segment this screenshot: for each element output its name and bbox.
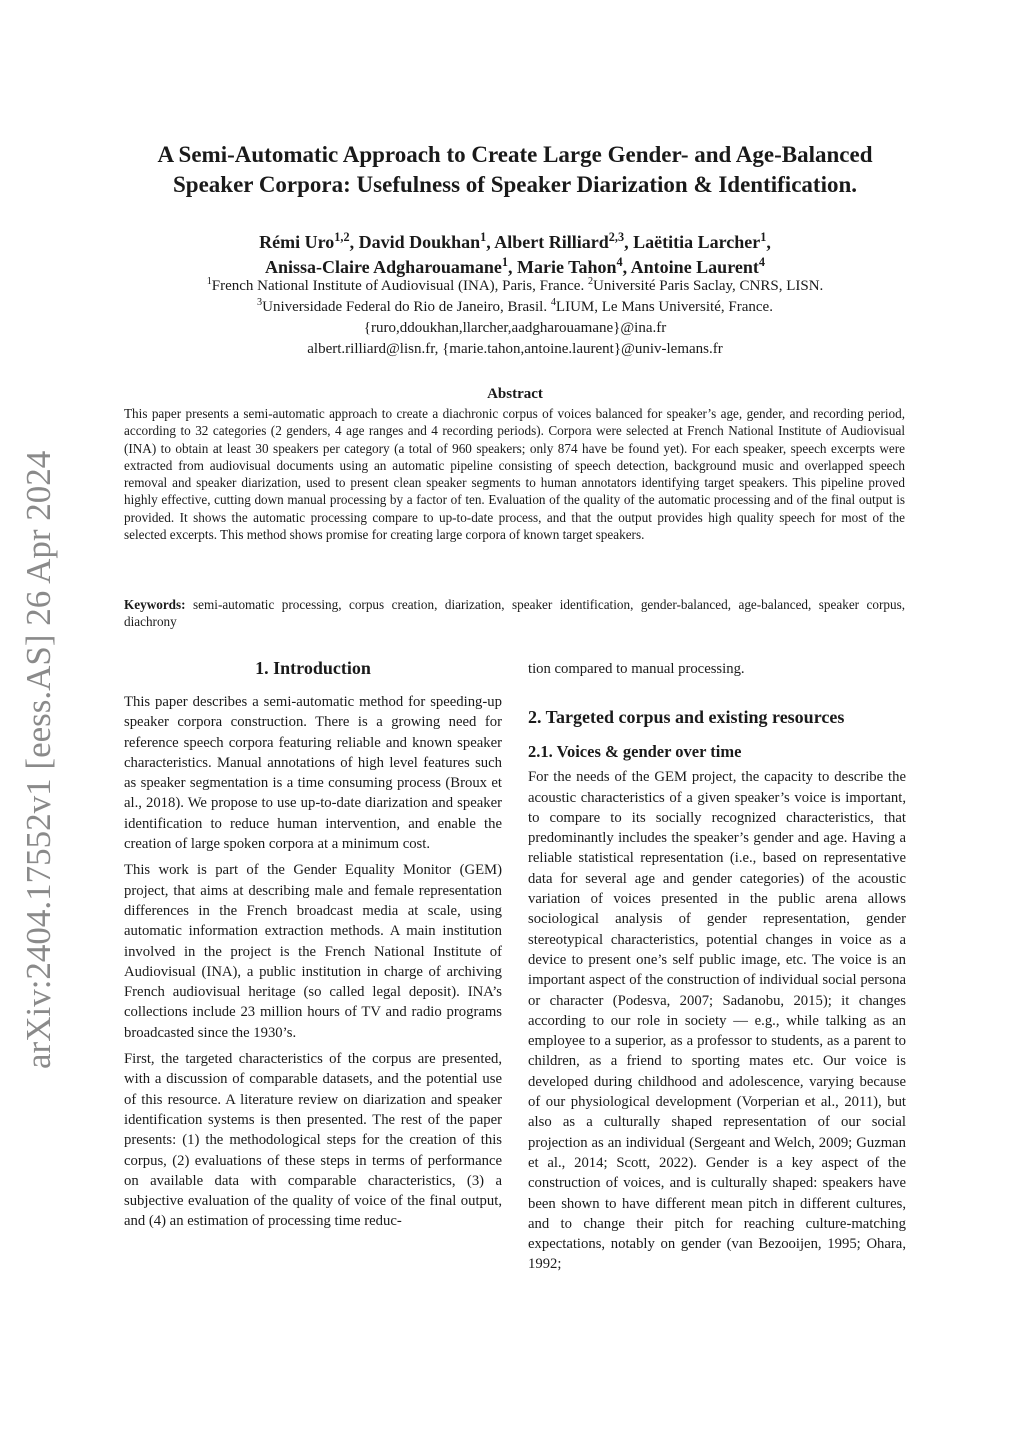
author-name: Rémi Uro (259, 232, 335, 252)
keywords-label: Keywords: (124, 597, 186, 612)
affiliation-number: 4 (550, 297, 556, 308)
paragraph: For the needs of the GEM project, the capacity to describe the acoustic characteristics of a given speaker’s voice is important, to compare to its socially recognized characteristics, that predominantly includes the speaker’s gender and age. Having a reliable statistical representation (i.e., based on representative data for several age and gender categories) of the acoustic variation of voices presented in the public arena allows sociological analysis of gender representation, gender stereotypical characteristics, potential changes in voice as a device to present one’s self public image, etc. The voice is an important aspect of the construction of individual social persona or character (Podesva, 2007; Sadanobu, 2015); it changes according to our role in society — e.g., while talking as an employee to a superior, as a professor to students, as a parent to children, as a friend to sporting mates etc. Our voice is developed during childhood and adolescence, varying because of our physiological development (Vorperian et al., 2011), but also as a culturally shaped representation of our social projection as an individual (Sergeant and Welch, 2009; Guzman et al., 2014; Scott, 2022). Gender is a key aspect of the construction of voices, and is culturally shaped: speakers have been shown to have different mean pitch in different cultures, and to change their pitch for reaching culture-matching expectations, notably on gender (van Bezooijen, 1995; Ohara, 1992; (528, 769, 906, 1273)
section-heading: 1. Introduction (255, 658, 371, 678)
paper-title (110, 140, 920, 200)
author-affiliation: 1 (480, 230, 487, 244)
affiliation-line (110, 276, 920, 297)
arxiv-identifier: arXiv:2404.17552v1 [eess.AS] 26 Apr 2024 (19, 450, 58, 1070)
author-name: Anissa-Claire Adgharouamane (265, 257, 502, 277)
author-name: David Doukhan (358, 232, 481, 252)
email-line: {ruro,ddoukhan,llarcher,aadgharouamane}@ina.fr (363, 320, 667, 336)
left-column (124, 656, 502, 1238)
abstract-text: This paper presents a semi-automatic approach to create a diachronic corpus of voices balanced for speaker’s age, gender, and recording period, according to 32 categories (2 genders, 4 age ranges and 4 recording periods). Corpora were selected at French National Institute of Audiovisual (INA) to obtain at least 30 speakers per category (a total of 960 speakers; only 874 have be found yet). For each speaker, speech excerpts were extracted from audiovisual documents using an automatic pipeline consisting of speech detection, background music and overlapped speech removal and speaker diarization, used to present clean speaker segments to human annotators identifying target speakers. This pipeline proved highly effective, cutting down manual processing by a factor of ten. Evaluation of the quality of the automatic processing and of the final output is provided. It shows the automatic processing compare to up-to-date process, and that the output provides high quality speech for most of the selected excerpts. This method shows promise for creating large corpora of known target speakers. (124, 406, 905, 543)
abstract-heading: Abstract (487, 386, 543, 402)
affiliation-text: French National Institute of Audiovisual (INA), Paris, France. (211, 278, 585, 294)
author-affiliation: 4 (616, 255, 623, 269)
author-affiliation: 2,3 (608, 230, 625, 244)
section-heading: 2. Targeted corpus and existing resources (528, 707, 845, 728)
keywords (124, 596, 905, 631)
author-affiliation: 1,2 (334, 230, 350, 244)
author-affiliation: 4 (758, 255, 765, 269)
paragraph: This work is part of the Gender Equality Monitor (GEM) project, that aims at describing male and female representation differences in the French broadcast media at scale, using automatic information extraction methods. A main institution involved in the project is the French National Institute of Audiovisual (INA), a public institution in charge of archiving French audiovisual heritage (so called legal deposit). INA’s collections include 23 million hours of TV and radio programs broadcasted since the 1930’s. (124, 862, 502, 1041)
column-continuation-spacer: tion compared to manual processing. (528, 661, 745, 677)
author-line: Rémi Uro$^{1,2}$, David Doukhan$^1$, Albert Rilliard$^{2,3}$, Laëtitia Larcher$^1$, (259, 230, 771, 252)
affiliation-text: Universidade Federal do Rio de Janeiro, Brasil. (262, 299, 548, 315)
email-line: albert.rilliard@lisn.fr, {marie.tahon,antoine.laurent}@univ-lemans.fr (307, 341, 723, 357)
affiliation-text: Université Paris Saclay, CNRS, LISN. (593, 278, 824, 294)
author-name: Laëtitia Larcher (633, 232, 761, 252)
author-affiliation: 1 (501, 255, 508, 269)
author-affiliation: 1 (760, 230, 767, 244)
author-list (110, 230, 920, 280)
affiliation-text: LIUM, Le Mans Université, France. (555, 299, 773, 315)
affiliation-line (110, 297, 920, 318)
title-line: A Semi-Automatic Approach to Create Large Gender- and Age-Balanced (157, 142, 873, 167)
title-line: Speaker Corpora: Usefulness of Speaker Diarization & Identification. (172, 172, 857, 197)
subsection-heading: 2.1. Voices & gender over time (528, 742, 742, 762)
right-column (528, 659, 906, 1281)
author-name: Antoine Laurent (630, 257, 759, 277)
affiliation-number: 1 (206, 276, 212, 287)
paragraph: This paper describes a semi-automatic method for speeding-up speaker corpora construction. There is a growing need for reference speech corpora featuring reliable and known speaker characteristics. Manual annotations of high level features such as speaker segmentation is a time consuming process (Broux et al., 2018). We propose to use up-to-date diarization and speaker identification to reduce human intervention, and enable the creation of large spoken corpora at a minimum cost. (124, 694, 502, 853)
affiliations (110, 276, 920, 360)
affiliation-number: 3 (257, 297, 263, 308)
paragraph: First, the targeted characteristics of the corpus are presented, with a discussion of comparable datasets, and the potential use of this resource. A literature review on diarization and speaker identification systems is then presented. The rest of the paper presents: (1) the methodological steps for the creation of this corpus, (2) evaluations of these steps in terms of performance on available data with comparable characteristics, (3) a subjective evaluation of the quality of voice of the final output, and (4) an estimation of processing time reduc- (124, 1051, 502, 1230)
affiliation-number: 2 (587, 276, 594, 287)
keywords-text: semi-automatic processing, corpus creation, diarization, speaker identification, gender-balanced, age-balanced, speaker corpus, diachrony (124, 597, 906, 630)
author-line: Anissa-Claire Adgharouamane$^1$, Marie Tahon$^4$, Antoine Laurent$^4$ (265, 255, 765, 277)
author-name: Marie Tahon (517, 257, 617, 277)
author-name: Albert Rilliard (494, 232, 609, 252)
